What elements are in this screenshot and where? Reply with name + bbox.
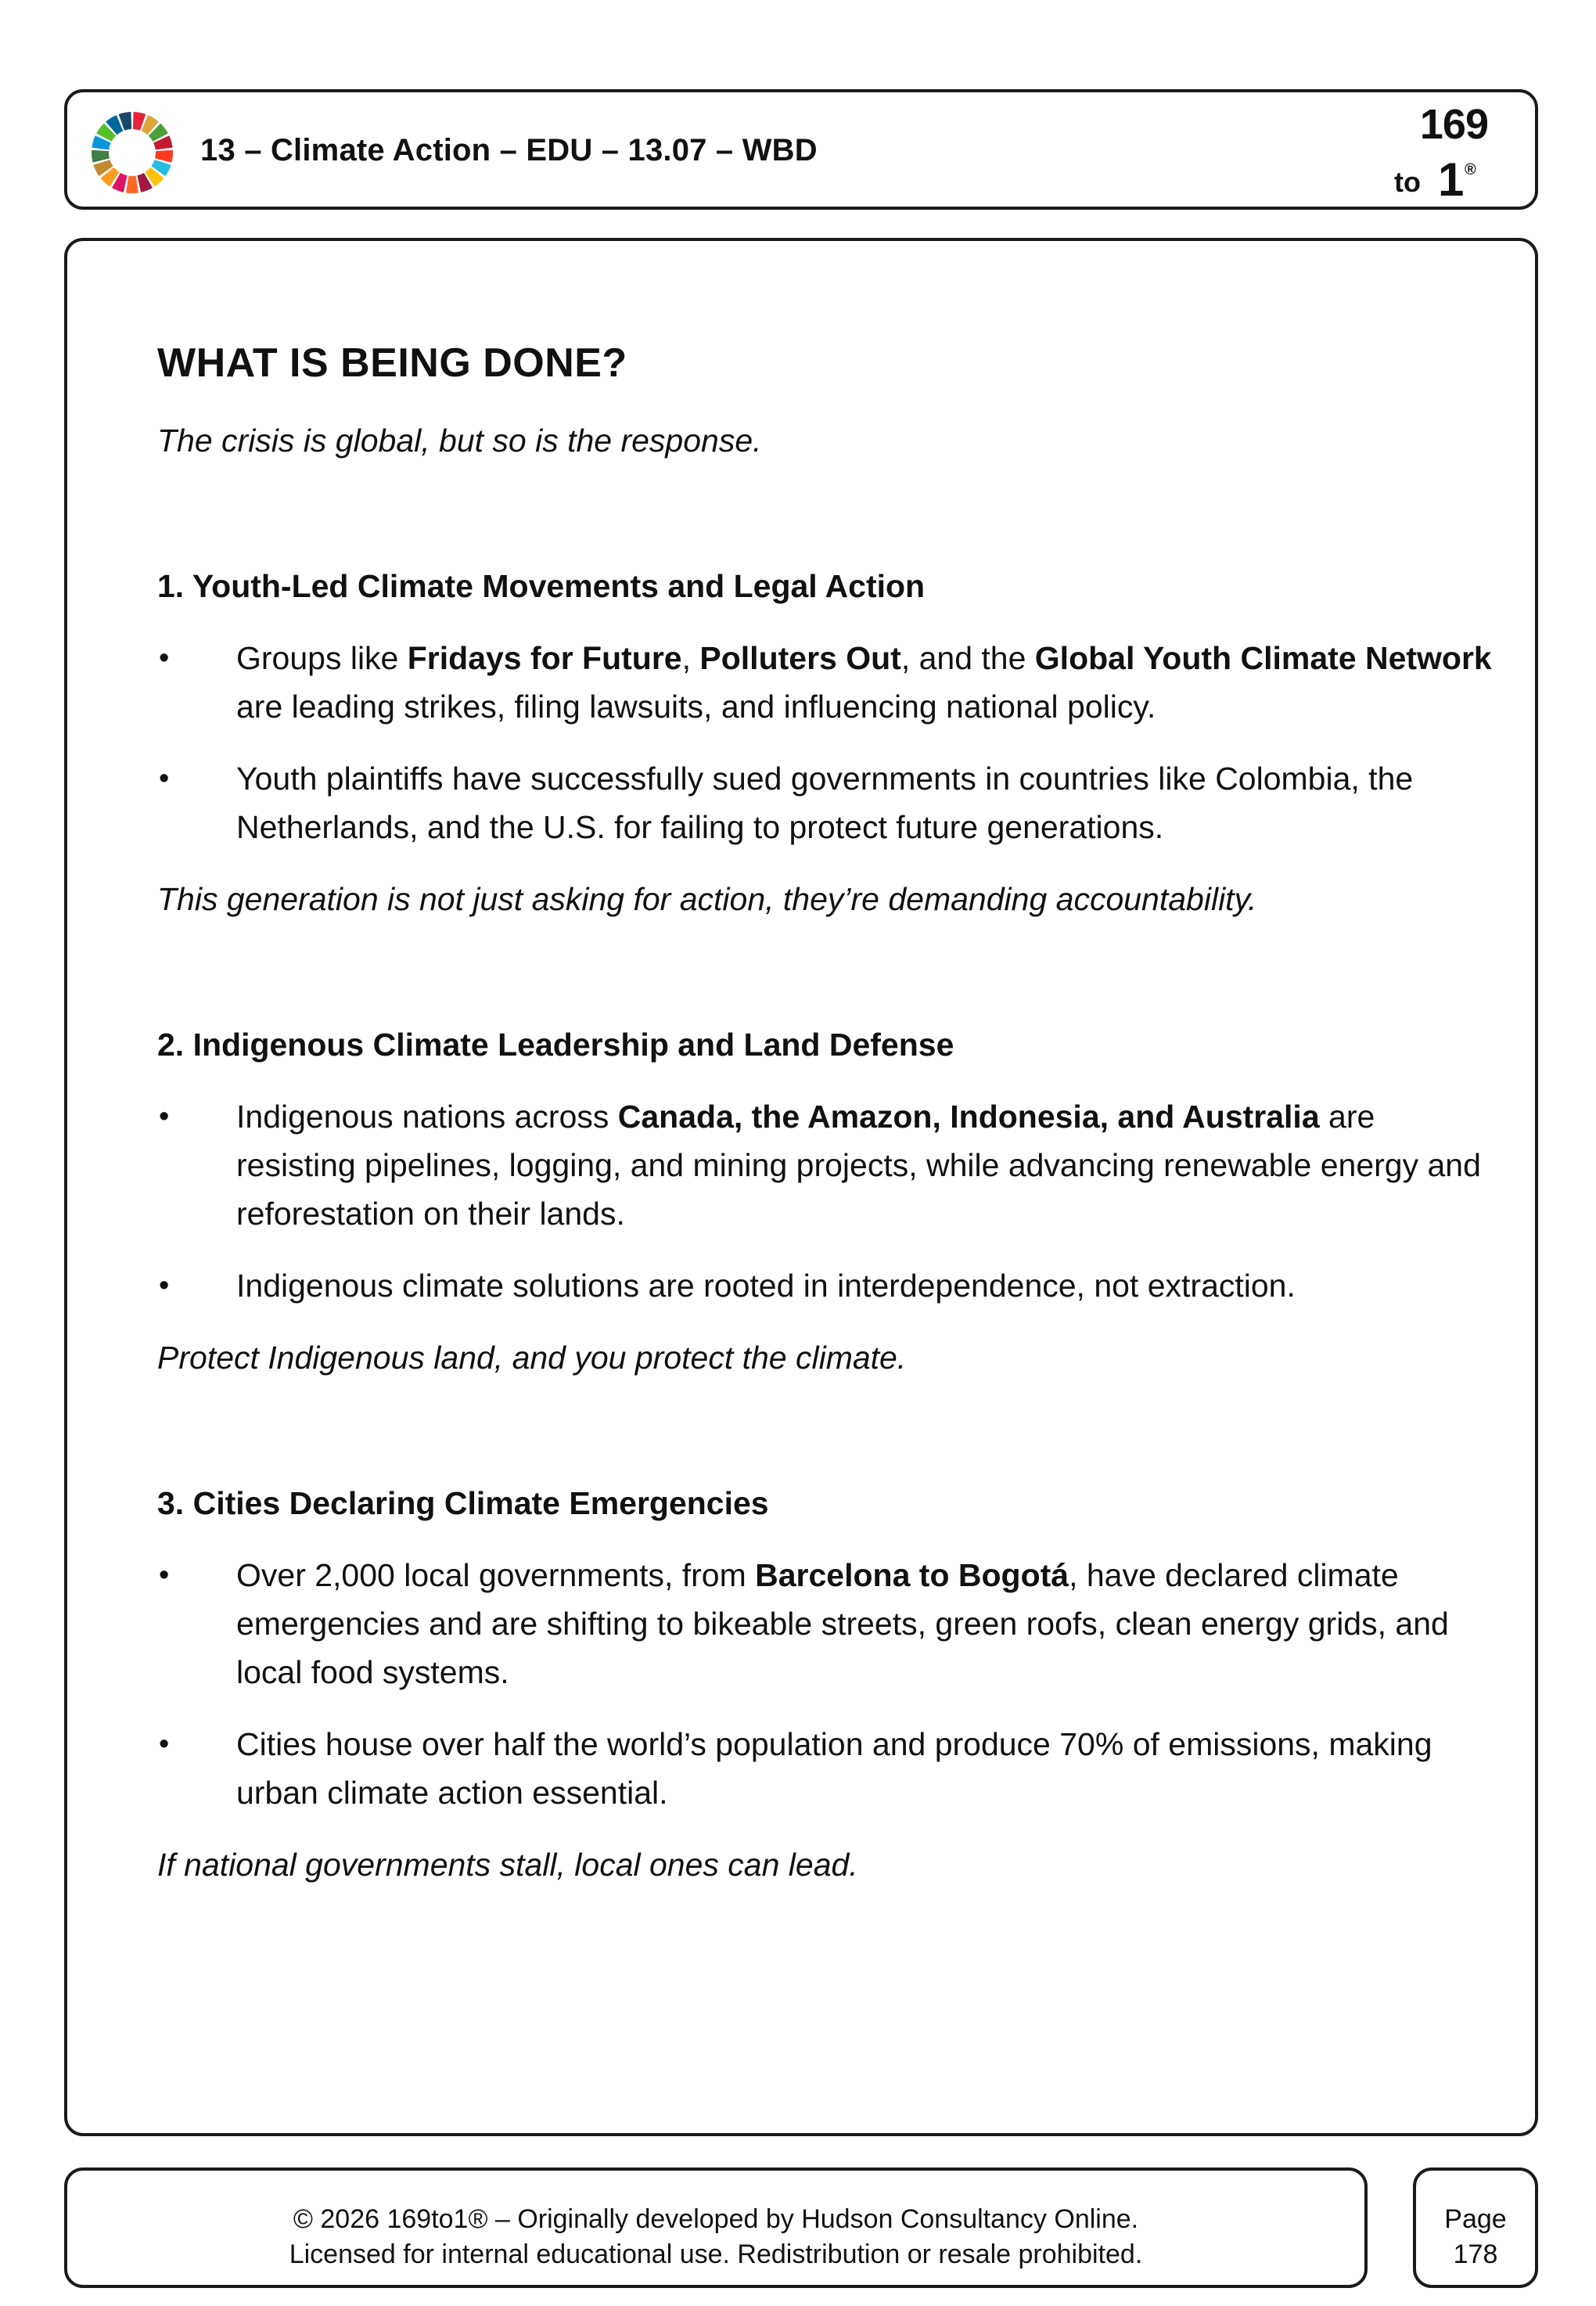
content-body [157, 340, 1495, 1889]
header-bar [64, 89, 1538, 210]
brand-number: 169 [1419, 101, 1488, 148]
list-item [157, 634, 1495, 731]
document-code: 13 – Climate Action – EDU – 13.07 – WBD [200, 133, 818, 167]
section-youth-movements [157, 562, 1495, 923]
section-heading: 1. Youth-Led Climate Movements and Legal Action [157, 568, 926, 604]
page-title: WHAT IS BEING DONE? [157, 340, 627, 386]
list-item [157, 754, 1495, 851]
brand-logo [1371, 99, 1488, 208]
section-heading: 3. Cities Declaring Climate Emergencies [157, 1485, 769, 1521]
bullet-bold: Barcelona to Bogotá [755, 1557, 1069, 1593]
bullet-text: Over 2,000 local governments, from [236, 1557, 756, 1593]
brand-registered-mark: ® [1465, 161, 1476, 178]
page-label: Page [1444, 2204, 1507, 2234]
bullet-list [157, 1092, 1495, 1310]
brand-one: 1 [1438, 153, 1465, 206]
bullet-bold: Global Youth Climate Network [1034, 640, 1492, 676]
bullet-text: , and the [900, 640, 1035, 676]
section-heading: 2. Indigenous Climate Leadership and Land Defense [157, 1027, 954, 1063]
bullet-text: Groups like [236, 640, 408, 676]
page-subtitle: The crisis is global, but so is the response. [157, 423, 762, 459]
bullet-text: , have declared climate emergencies and are shifting to bikeable streets, green roofs, clean energy grids, and local food systems. [236, 1557, 1449, 1690]
bullet-bold: Polluters Out [699, 640, 901, 676]
list-item [157, 1261, 1495, 1310]
section-closing: This generation is not just asking for action, they’re demanding accountability. [157, 881, 1257, 917]
bullet-text: Indigenous nations across [236, 1099, 618, 1135]
bullet-list [157, 634, 1495, 851]
page-indicator [1416, 2202, 1535, 2272]
bullet-text: are leading strikes, filing lawsuits, and influencing national policy. [236, 689, 1156, 725]
bullet-text: are resisting pipelines, logging, and mining projects, while advancing renewable energy and reforestation on their lands. [236, 1099, 1481, 1232]
brand-to: to [1394, 166, 1421, 198]
sdg-wheel-logo [89, 110, 175, 196]
sdg-wheel-segment [126, 176, 138, 193]
license-line: Licensed for internal educational use. Redistribution or resale prohibited. [289, 2239, 1143, 2269]
page-number-box [1413, 2167, 1538, 2288]
bullet-icon: • [159, 762, 170, 795]
footer-text [67, 2202, 1364, 2272]
bullet-text: , [681, 640, 700, 676]
bullet-icon: • [159, 1100, 170, 1133]
bullet-text: Cities house over half the world’s population and produce 70% of emissions, making urban climate action essential. [236, 1726, 1432, 1811]
bullet-icon: • [159, 642, 170, 675]
bullet-icon: • [159, 1559, 170, 1592]
bullet-text: Indigenous climate solutions are rooted in interdependence, not extraction. [236, 1268, 1296, 1304]
section-indigenous-leadership [157, 1020, 1495, 1382]
list-item [157, 1720, 1495, 1817]
bullet-bold: Canada, the Amazon, Indonesia, and Australia [617, 1099, 1320, 1135]
footer-copyright-box [64, 2167, 1368, 2288]
bullet-icon: • [159, 1269, 170, 1302]
list-item [157, 1551, 1495, 1696]
bullet-text: Youth plaintiffs have successfully sued governments in countries like Colombia, the Netherlands, and the U.S. for failing to protect future generations. [236, 761, 1414, 845]
page-number: 178 [1453, 2239, 1498, 2269]
copyright-line: © 2026 169to1® – Originally developed by Hudson Consultancy Online. [293, 2204, 1139, 2234]
list-item [157, 1092, 1495, 1238]
section-cities-emergencies [157, 1479, 1495, 1889]
bullet-bold: Fridays for Future [407, 640, 682, 676]
section-closing: If national governments stall, local ones can lead. [157, 1847, 858, 1883]
main-content-panel [64, 238, 1538, 2136]
section-closing: Protect Indigenous land, and you protect the climate. [157, 1340, 907, 1376]
bullet-icon: • [159, 1728, 170, 1761]
bullet-list [157, 1551, 1495, 1817]
